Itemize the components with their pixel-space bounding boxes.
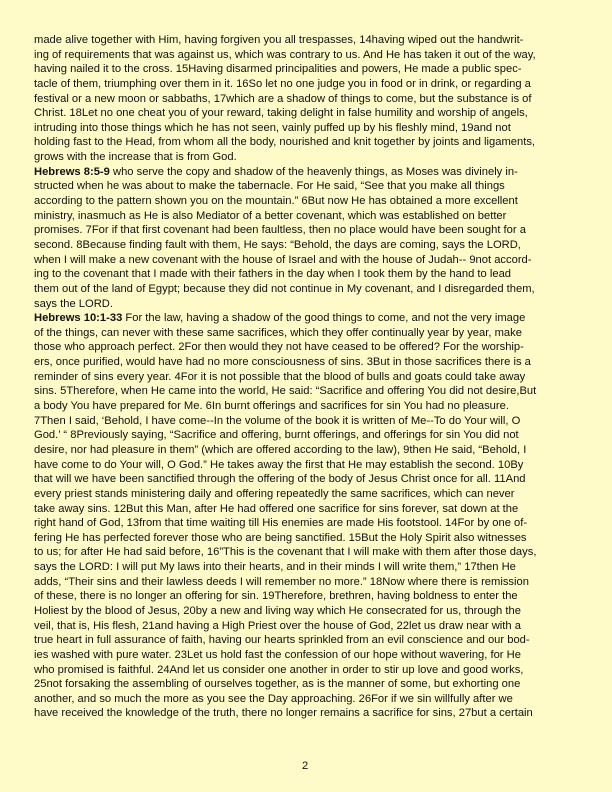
text-line: according to the pattern shown you on the mountain.” 6But now He has obtained a more excellent [34,195,518,208]
text-line: adds, “Their sins and their lawless deeds I will remember no more.” 18Now where there is remission [34,575,529,588]
text-line: says the LORD: I will put My laws into their hearts, and in their minds I will write them,” 17then He [34,561,516,574]
text-line: those who approach perfect. 2For then would they not have ceased to be offered? For the worship- [34,341,524,354]
text-line: of these, there is no longer an offering for sin. 19Therefore, brethren, having boldness to enter the [34,590,518,603]
text-line: every priest stands ministering daily and offering repeatedly the same sacrifices, which can never [34,487,515,500]
text-line: sins. 5Therefore, when He came into the world, He said: “Sacrifice and offering You did not desire,But [34,385,537,398]
passage-heading: Hebrews 8:5-9 [34,165,110,178]
paragraph-colossians [34,33,584,165]
text-line: fering He has perfected forever those who are being sanctified. 15But the Holy Spirit also witnesses [34,531,527,544]
text-line: ies washed with pure water. 23Let us hold fast the confession of our hope without wavering, for He [34,648,521,661]
text-line: Holiest by the blood of Jesus, 20by a new and living way which He consecrated for us, through the [34,604,521,617]
text-line: grows with the increase that is from God. [34,151,237,164]
text-line: second. 8Because finding fault with them, He says: “Behold, the days are coming, says the LORD, [34,238,521,251]
text-line: who promised is faithful. 24And let us consider one another in order to stir up love and good works, [34,663,524,676]
text-line: made alive together with Him, having forgiven you all trespasses, 14having wiped out the handwrit- [34,34,524,46]
paragraph-hebrews-10 [34,311,584,721]
text-line: have received the knowledge of the truth, there no longer remains a sacrifice for sins, 27but a certain [34,707,533,720]
text-line: intruding into those things which he has not seen, vainly puffed up by his fleshly mind, 19and not [34,121,511,134]
text-line: right hand of God, 13from that time waiting till His enemies are made His footstool. 14For by one of- [34,517,528,530]
document-body [34,33,584,721]
text-line: them out of the land of Egypt; because they did not continue in My covenant, and I disregarded them, [34,282,535,295]
text-line: desire, nor had pleasure in them” (which are offered according to the law), 9then He said, “Behold, I [34,443,527,456]
text-line [34,165,584,180]
text-fragment: For the law, having a shadow of the good things to come, and not the very image [122,312,526,325]
page-number: 2 [302,760,309,772]
passage-heading: Hebrews 10:1-33 [34,312,123,325]
text-line: tacle of them, triumphing over them in it. 16So let no one judge you in food or in drink, or regarding a [34,77,531,90]
text-line: another, and so much the more as you see the Day approaching. 26For if we sin willfully after we [34,692,513,705]
text-line [34,311,584,326]
text-line: a body You have prepared for Me. 6In burnt offerings and sacrifices for sin You had no pleasure. [34,400,509,413]
text-line: to us; for after He had said before, 16”This is the covenant that I will make with them after those days, [34,546,537,559]
text-line: that will we have been sanctified through the offering of the body of Jesus Christ once for all. 11And [34,473,526,486]
text-line: ers, once purified, would have had no more consciousness of sins. 3But in those sacrifices there is a [34,356,531,369]
text-line: holding fast to the Head, from whom all the body, nourished and knit together by joints and ligaments, [34,136,536,149]
text-line: when I will make a new covenant with the house of Israel and with the house of Judah-- 9not accord- [34,253,532,266]
text-line: ministry, inasmuch as He is also Mediator of a better covenant, which was established on better [34,209,507,222]
text-line: veil, that is, His flesh, 21and having a High Priest over the house of God, 22let us draw near with a [34,619,521,632]
text-line: 25not forsaking the assembling of ourselves together, as is the manner of some, but exhorting one [34,678,521,691]
text-line: festival or a new moon or sabbaths, 17which are a shadow of things to come, but the substance is of [34,92,532,105]
text-line: says the LORD. [34,297,113,310]
text-fragment: who serve the copy and shadow of the heavenly things, as Moses was divinely in- [109,165,518,178]
text-line: reminder of sins every year. 4For it is not possible that the blood of bulls and goats could take away [34,370,526,383]
text-line: having nailed it to the cross. 15Having disarmed principalities and powers, He made a public spec- [34,63,522,76]
text-line: take away sins. 12But this Man, after He had offered one sacrifice for sins forever, sat down at the [34,502,519,515]
text-line: ing of requirements that was against us, which was contrary to us. And He has taken it out of the way, [34,48,536,61]
text-line: of the things, can never with these same sacrifices, which they offer continually year by year, make [34,326,522,339]
text-line: ing to the covenant that I made with their fathers in the day when I took them by the hand to lead [34,268,512,281]
text-line: true heart in full assurance of faith, having our hearts sprinkled from an evil conscience and our bod- [34,634,530,647]
text-line: promises. 7For if that first covenant had been faultless, then no place would have been sought for a [34,224,526,237]
paragraph-hebrews-8 [34,165,584,311]
text-line: have come to do Your will, O God.” He takes away the first that He may establish the second. 10By [34,458,524,471]
text-line: structed when he was about to make the tabernacle. For He said, “See that you make all things [34,180,505,193]
text-line: God.’ “ 8Previously saying, “Sacrifice and offering, burnt offerings, and offerings for sin You did not [34,429,519,442]
text-line: Christ. 18Let no one cheat you of your reward, taking delight in false humility and worship of angels, [34,107,528,120]
text-line: 7Then I said, ‘Behold, I have come--In the volume of the book it is written of Me--To do Your will, O [34,414,521,427]
